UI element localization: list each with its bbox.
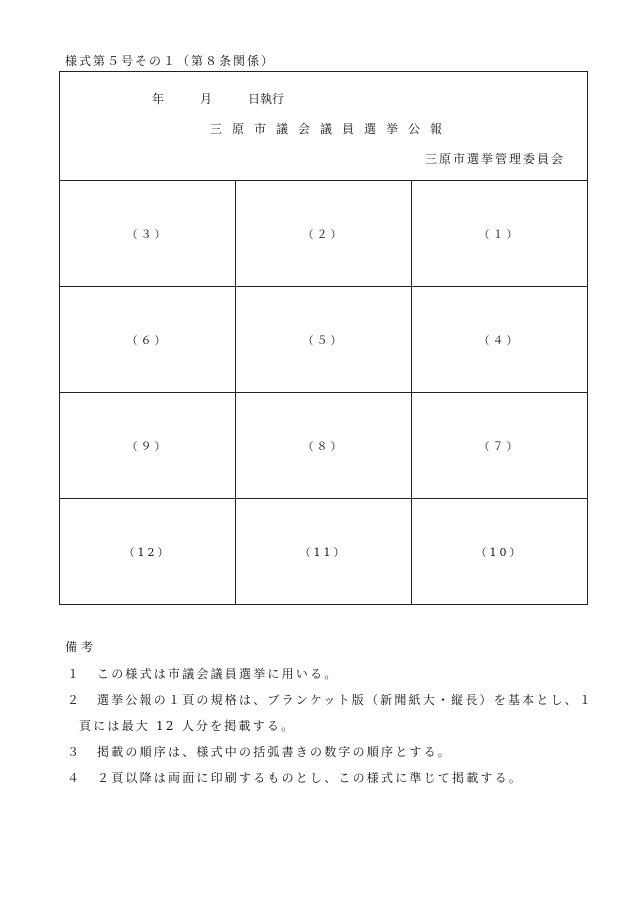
remark-text: ２頁以降は両面に印刷するものとし、この様式に準じて掲載する。 (97, 771, 524, 785)
remark-item (67, 743, 452, 760)
remark-text: 頁には最大 12 人分を掲載する。 (79, 719, 296, 733)
election-date-line: 年 月 日執行 (152, 92, 285, 106)
bulletin-title: 三原市議会議員選挙公報 (210, 122, 453, 136)
remark-text: この様式は市議会議員選挙に用いる。 (97, 667, 339, 681)
candidate-slot-5: （５） (236, 287, 412, 393)
candidate-slot-2: （２） (236, 181, 412, 287)
remarks-heading: 備考 (65, 640, 98, 654)
remark-number: ２ (67, 693, 82, 707)
remark-text: 選挙公報の１頁の規格は、ブランケット版（新聞紙大・縦長）を基本とし、１ (97, 693, 594, 707)
candidate-slot-6: （６） (60, 287, 236, 393)
bulletin-header (60, 72, 587, 181)
remark-continuation (79, 717, 295, 734)
candidate-slot-8: （８） (236, 393, 412, 499)
candidate-slot-4: （４） (412, 287, 587, 393)
remark-item (67, 665, 338, 682)
candidate-slot-12: （12） (60, 499, 236, 604)
election-committee-name: 三原市選挙管理委員会 (424, 152, 565, 166)
candidate-slot-10: （10） (475, 545, 524, 559)
candidate-grid (60, 181, 587, 604)
candidate-slot-11: （11） (236, 499, 412, 604)
candidate-slot-1: （１） (412, 181, 587, 287)
remark-item (67, 769, 523, 786)
candidate-slot-7: （７） (412, 393, 587, 499)
bulletin-form-frame (59, 71, 588, 605)
remark-text: 掲載の順序は、様式中の括弧書きの数字の順序とする。 (97, 745, 453, 759)
remark-item (67, 691, 593, 708)
candidate-slot-9: （９） (60, 393, 236, 499)
candidate-slot-3: （３） (60, 181, 236, 287)
remark-number: １ (67, 667, 82, 681)
form-number-label: 様式第５号その１（第８条関係） (65, 54, 276, 68)
remark-number: ３ (67, 745, 82, 759)
remark-number: ４ (67, 771, 82, 785)
